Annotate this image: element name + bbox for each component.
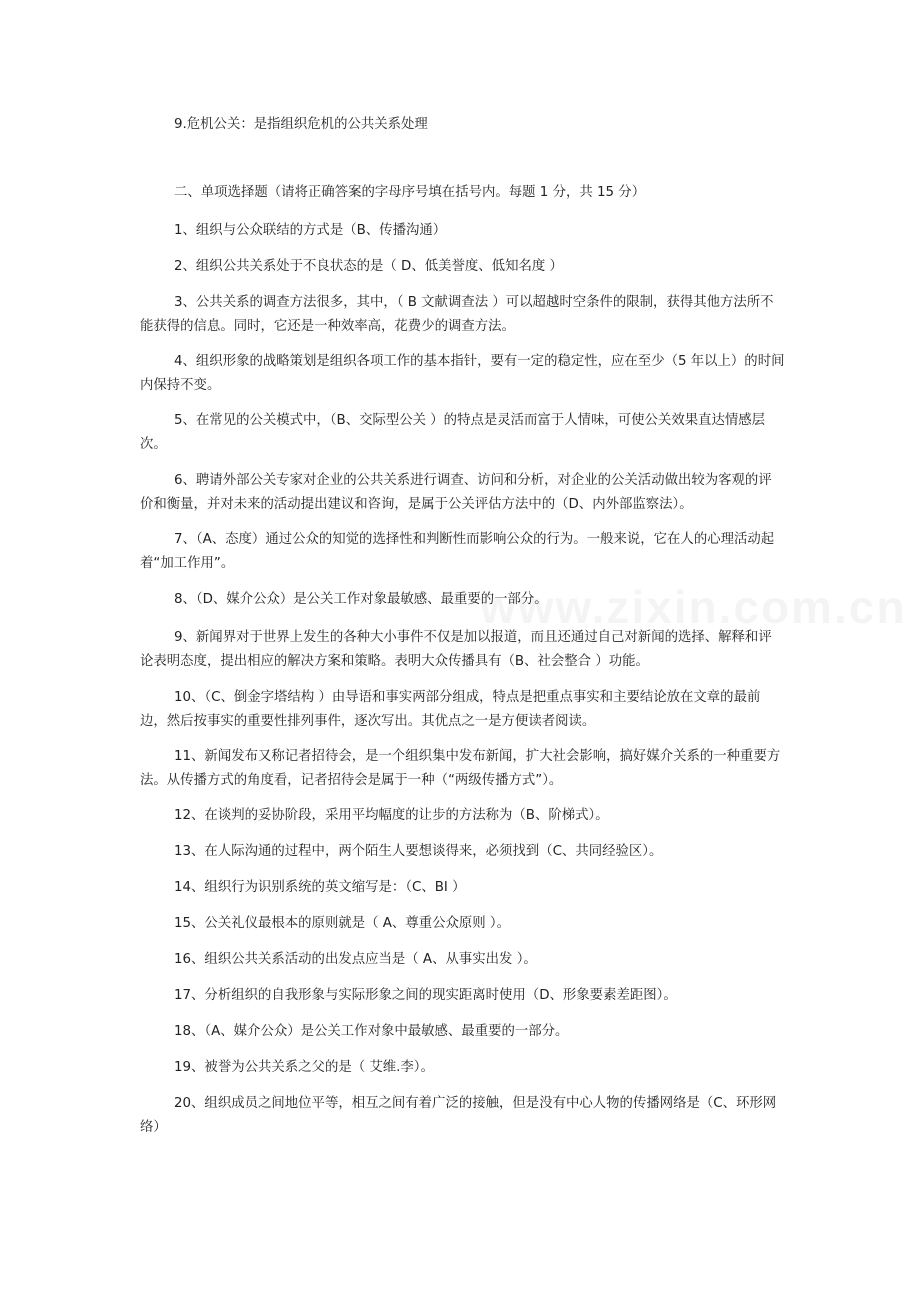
question-10: 10、（C、倒金字塔结构 ）由导语和事实两部分组成，特点是把重点事实和主要结论放在文章的最前边，然后按事实的重要性排列事件，逐次写出。其优点之一是方便读者阅读。	[140, 690, 761, 729]
section-title: 二、单项选择题（请将正确答案的字母序号填在括号内。每题 1 分，共 15 分）	[174, 185, 646, 200]
question-5: 5、在常见的公关模式中，（B、交际型公关 ）的特点是灵活而富于人情味，可使公关效果直达情感层次。	[140, 413, 766, 452]
question-8: 8、（D、媒介公众）是公关工作对象最敏感、最重要的一部分。	[174, 592, 548, 607]
question-17: 17、分析组织的自我形象与实际形象之间的现实距离时使用（D、形象要素差距图）。	[174, 988, 677, 1003]
question-6: 6、聘请外部公关专家对企业的公共关系进行调查、访问和分析，对企业的公关活动做出较为客观的评价和衡量，并对未来的活动提出建议和咨询，是属于公关评估方法中的（D、内外部监察法）。	[140, 473, 772, 512]
question-16: 16、组织公共关系活动的出发点应当是（ A、从事实出发 ）。	[174, 952, 537, 967]
question-7: 7、（A、态度）通过公众的知觉的选择性和判断性而影响公众的行为。一般来说，它在人的心理活动起着“加工作用”。	[140, 532, 775, 571]
question-1: 1、组织与公众联结的方式是（B、传播沟通）	[174, 223, 447, 238]
question-11: 11、新闻发布又称记者招待会，是一个组织集中发布新闻，扩大社会影响，搞好媒介关系的一种重要方法。从传播方式的角度看，记者招待会是属于一种（“两级传播方式”）。	[140, 749, 781, 788]
question-19: 19、被誉为公共关系之父的是（ 艾维.李）。	[174, 1060, 434, 1075]
definition-9: 9.危机公关：是指组织危机的公共关系处理	[174, 117, 428, 132]
question-2: 2、组织公共关系处于不良状态的是（ D、低美誉度、低知名度 ）	[174, 259, 563, 274]
question-15: 15、公关礼仪最根本的原则就是（ A、尊重公众原则 ）。	[174, 916, 510, 931]
question-18: 18、（A、媒介公众）是公关工作对象中最敏感、最重要的一部分。	[174, 1024, 569, 1039]
question-4: 4、组织形象的战略策划是组织各项工作的基本指针，要有一定的稳定性，应在至少（5 年以上）的时间内保持不变。	[140, 354, 785, 393]
question-3: 3、公共关系的调查方法很多，其中，（ B 文献调查法 ）可以超越时空条件的限制，获得其他方法所不能获得的信息。同时，它还是一种效率高，花费少的调查方法。	[140, 295, 774, 334]
question-20: 20、组织成员之间地位平等，相互之间有着广泛的接触，但是没有中心人物的传播网络是（C、环形网络）	[140, 1096, 777, 1135]
question-13: 13、在人际沟通的过程中，两个陌生人要想谈得来，必须找到（C、共同经验区）。	[174, 844, 663, 859]
question-14: 14、组织行为识别系统的英文缩写是：（C、BI ）	[174, 880, 466, 895]
question-12: 12、在谈判的妥协阶段，采用平均幅度的让步的方法称为（B、阶梯式）。	[174, 808, 609, 823]
question-9: 9、新闻界对于世界上发生的各种大小事件不仅是加以报道，而且还通过自己对新闻的选择、解释和评论表明态度，提出相应的解决方案和策略。表明大众传播具有（B、社会整合 ）功能。	[140, 630, 772, 669]
